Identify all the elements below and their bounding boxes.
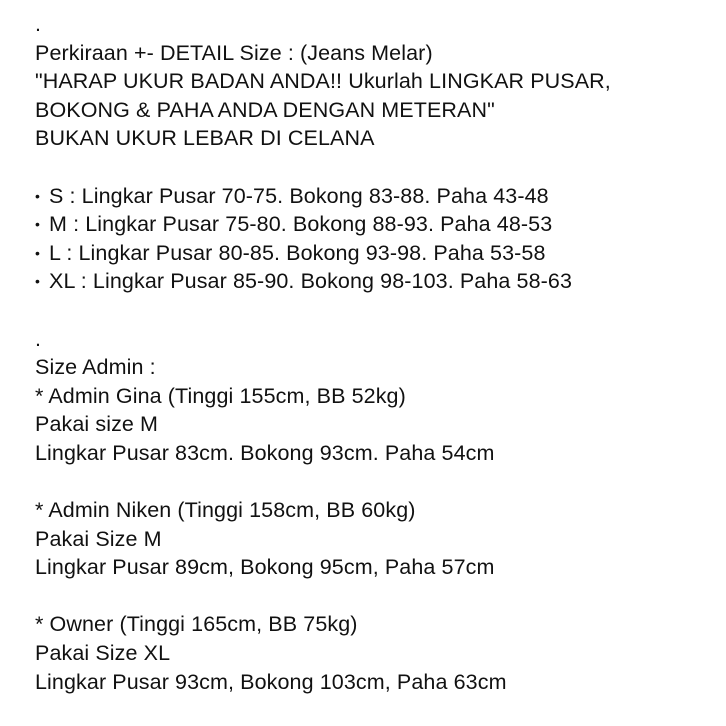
admin-size: Pakai size M [35, 412, 159, 437]
blank-line [35, 153, 716, 182]
size-item-text: L : Lingkar Pusar 80-85. Bokong 93-98. Paha 53-58 [49, 240, 546, 265]
admin-block-owner [35, 610, 716, 696]
size-item-l [35, 239, 716, 268]
instruction-line-2: BOKONG & PAHA ANDA DENGAN METERAN" [35, 97, 495, 122]
size-item-xl [35, 267, 716, 296]
admin-name: * Admin Gina (Tinggi 155cm, BB 52kg) [35, 383, 406, 408]
size-item-text: S : Lingkar Pusar 70-75. Bokong 83-88. Paha 43-48 [49, 183, 549, 208]
instruction-line-3: BUKAN UKUR LEBAR DI CELANA [35, 126, 375, 151]
admin-name: * Admin Niken (Tinggi 158cm, BB 60kg) [35, 498, 416, 523]
size-item-s [35, 182, 716, 211]
admin-name: * Owner (Tinggi 165cm, BB 75kg) [35, 612, 358, 637]
admin-size: Pakai Size XL [35, 641, 171, 666]
instruction-line-1: "HARAP UKUR BADAN ANDA!! Ukurlah LINGKAR PUSAR, [35, 69, 611, 94]
size-item-m [35, 210, 716, 239]
admin-size: Pakai Size M [35, 526, 162, 551]
size-guide-text [35, 10, 716, 696]
size-list [35, 182, 716, 296]
admin-measure: Lingkar Pusar 89cm, Bokong 95cm, Paha 57cm [35, 555, 495, 580]
bullet-icon: • [35, 244, 41, 261]
bullet-icon: • [35, 273, 41, 290]
size-item-text: M : Lingkar Pusar 75-80. Bokong 88-93. Paha 48-53 [49, 212, 553, 237]
admin-heading: Size Admin : [35, 355, 156, 380]
size-item-text: XL : Lingkar Pusar 85-90. Bokong 98-103. Paha 58-63 [49, 269, 573, 294]
admin-block-niken [35, 496, 716, 582]
bullet-icon: • [35, 187, 41, 204]
blank-line [35, 296, 716, 325]
title-line: Perkiraan +- DETAIL Size : (Jeans Melar) [35, 40, 433, 65]
admin-measure: Lingkar Pusar 83cm. Bokong 93cm. Paha 54cm [35, 440, 495, 465]
dot-separator-middle: . [35, 326, 42, 351]
bullet-icon: • [35, 216, 41, 233]
dot-separator-top: . [35, 12, 42, 36]
admin-measure: Lingkar Pusar 93cm, Bokong 103cm, Paha 63cm [35, 669, 507, 694]
blank-line [35, 468, 716, 497]
blank-line [35, 582, 716, 611]
admin-block-gina [35, 382, 716, 468]
